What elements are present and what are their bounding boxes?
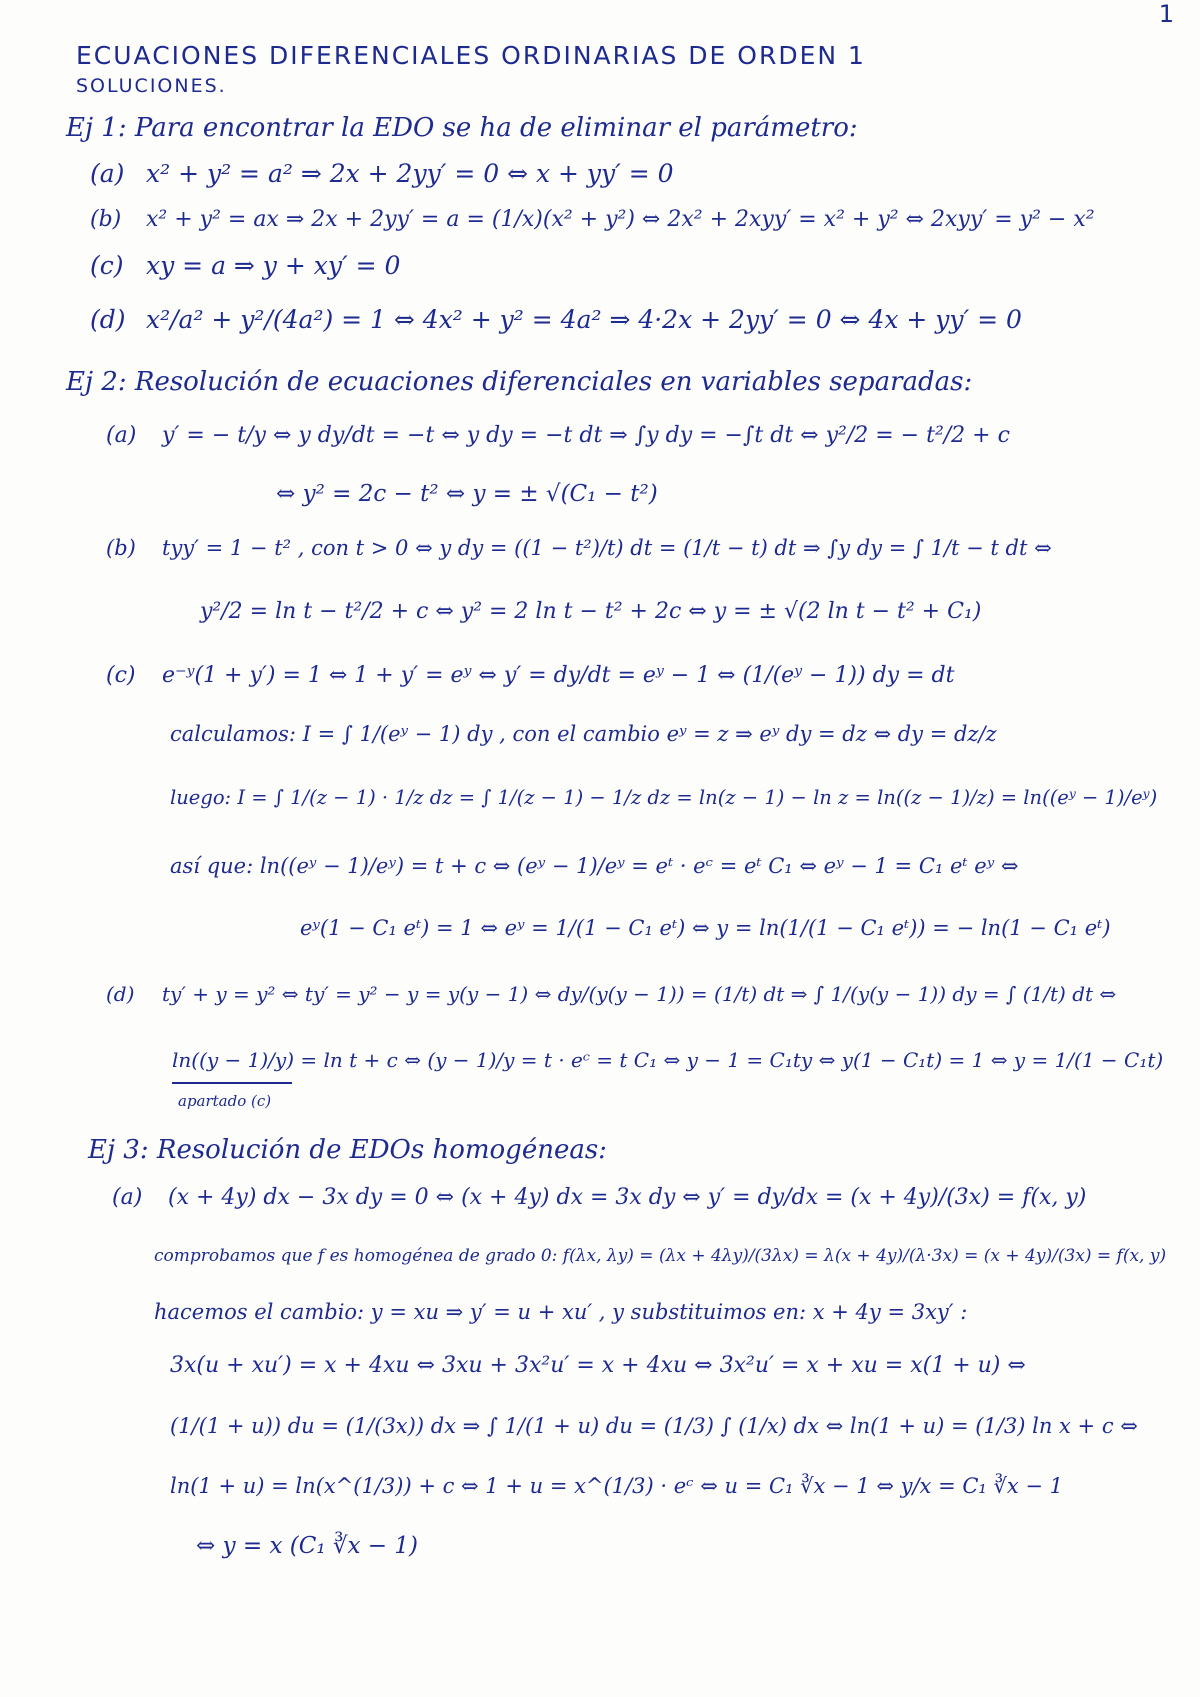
ej2-d-note: apartado (c) (178, 1092, 272, 1110)
ej3-a-equation-7: ⇔ y = x (C₁ ∛x − 1) (196, 1533, 418, 1559)
ej2-b-line1 (106, 532, 1052, 564)
ej1-a (90, 158, 674, 190)
ej2-a-equation-2: ⇔ y² = 2c − t² ⇔ y = ± √(C₁ − t²) (276, 481, 658, 507)
ej3-a-equation-6: ln(1 + u) = ln(x^(1/3)) + c ⇔ 1 + u = x^(1/3) · eᶜ ⇔ u = C₁ ∛x − 1 ⇔ y/x = C₁ ∛x − 1 (170, 1474, 1064, 1498)
ej2-a-line1 (106, 420, 1010, 452)
ej3-a-equation-4: 3x(u + xu′) = x + 4xu ⇔ 3xu + 3x²u′ = x + 4xu ⇔ 3x²u′ = x + xu = x(1 + u) ⇔ (170, 1353, 1026, 1378)
ej2-a-label: (a) (106, 423, 137, 448)
ej2-d-label: (d) (106, 982, 135, 1006)
ej3-a-equation-3: hacemos el cambio: y = xu ⇒ y′ = u + xu′ , y substituimos en: x + 4y = 3xy′ : (154, 1300, 968, 1324)
ej2-d-equation-2: ln((y − 1)/y) = ln t + c ⇔ (y − 1)/y = t · eᶜ = t C₁ ⇔ y − 1 = C₁ty ⇔ y(1 − C₁t) = 1 ⇔ y = 1/(1 − C₁t) (172, 1048, 1164, 1072)
ej2-heading: Ej 2: Resolución de ecuaciones diferenciales en variables separadas: (66, 367, 973, 397)
ej1-a-label: (a) (90, 159, 125, 188)
ej1-b-equation: x² + y² = ax ⇒ 2x + 2yy′ = a = (1/x)(x² + y²) ⇔ 2x² + 2xyy′ = x² + y² ⇔ 2xyy′ = y² − x² (146, 207, 1095, 232)
ej1-c-label: (c) (90, 251, 124, 280)
ej2-c-equation-5: eʸ(1 − C₁ eᵗ) = 1 ⇔ eʸ = 1/(1 − C₁ eᵗ) ⇔ y = ln(1/(1 − C₁ eᵗ)) = − ln(1 − C₁ eᵗ) (300, 916, 1111, 940)
ej1-a-equation: x² + y² = a² ⇒ 2x + 2yy′ = 0 ⇔ x + yy′ = 0 (146, 159, 674, 188)
ej1-d (90, 304, 1022, 336)
ej3-a-line1 (112, 1182, 1086, 1214)
ej1-d-label: (d) (90, 305, 126, 334)
ej1-heading: Ej 1: Para encontrar la EDO se ha de eliminar el parámetro: (66, 113, 858, 143)
ej1-b (90, 204, 1095, 236)
ej2-c-equation-2: calculamos: I = ∫ 1/(eʸ − 1) dy , con el cambio eʸ = z ⇒ eʸ dy = dz ⇔ dy = dz/z (170, 722, 997, 746)
ej2-c-label: (c) (106, 663, 136, 688)
ej1-b-label: (b) (90, 207, 122, 232)
ej2-c-line1 (106, 660, 954, 692)
ej2-c-equation-3: luego: I = ∫ 1/(z − 1) · 1/z dz = ∫ 1/(z − 1) − 1/z dz = ln(z − 1) − ln z = ln((z − 1)/z) = ln((eʸ − 1)/eʸ) (170, 786, 1158, 809)
document-title: ECUACIONES DIFERENCIALES ORDINARIAS DE ORDEN 1 (76, 41, 866, 70)
ej1-d-equation: x²/a² + y²/(4a²) = 1 ⇔ 4x² + y² = 4a² ⇒ 4·2x + 2yy′ = 0 ⇔ 4x + yy′ = 0 (146, 305, 1022, 334)
ej2-b-label: (b) (106, 536, 136, 560)
ej1-c (90, 250, 400, 282)
ej1-c-equation: xy = a ⇒ y + xy′ = 0 (146, 251, 401, 280)
ej3-a-equation-1: (x + 4y) dx − 3x dy = 0 ⇔ (x + 4y) dx = 3x dy ⇔ y′ = dy/dx = (x + 4y)/(3x) = f(x, y) (168, 1185, 1087, 1210)
ej3-a-equation-5: (1/(1 + u)) du = (1/(3x)) dx ⇒ ∫ 1/(1 + u) du = (1/3) ∫ (1/x) dx ⇔ ln(1 + u) = (1/3) ln x + c ⇔ (170, 1414, 1138, 1438)
ej2-b-equation-1: tyy′ = 1 − t² , con t > 0 ⇔ y dy = ((1 − t²)/t) dt = (1/t − t) dt ⇒ ∫y dy = ∫ 1/t − t dt ⇔ (162, 536, 1052, 560)
ej2-d-line1 (106, 978, 1116, 1010)
page-number: 1 (1158, 0, 1174, 28)
ej2-d-equation-1: ty′ + y = y² ⇔ ty′ = y² − y = y(y − 1) ⇔ dy/(y(y − 1)) = (1/t) dt ⇒ ∫ 1/(y(y − 1)) dy = ∫ (1/t) dt ⇔ (162, 982, 1117, 1006)
ej2-c-equation-1: e⁻ʸ(1 + y′) = 1 ⇔ 1 + y′ = eʸ ⇔ y′ = dy/dt = eʸ − 1 ⇔ (1/(eʸ − 1)) dy = dt (162, 663, 955, 688)
ej3-heading: Ej 3: Resolución de EDOs homogéneas: (88, 1135, 607, 1165)
ej2-c-equation-4: así que: ln((eʸ − 1)/eʸ) = t + c ⇔ (eʸ − 1)/eʸ = eᵗ · eᶜ = eᵗ C₁ ⇔ eʸ − 1 = C₁ eᵗ eʸ ⇔ (170, 854, 1019, 878)
ej2-d-underline (172, 1082, 292, 1084)
ej2-b-equation-2: y²/2 = ln t − t²/2 + c ⇔ y² = 2 ln t − t² + 2c ⇔ y = ± √(2 ln t − t² + C₁) (200, 599, 982, 624)
ej3-a-equation-2: comprobamos que f es homogénea de grado 0: f(λx, λy) = (λx + 4λy)/(3λx) = λ(x + 4y)/(λ·3x) = (x + 4y)/(3x) = f(x, y) (154, 1246, 1167, 1266)
document-subtitle: SOLUCIONES. (76, 75, 227, 97)
ej3-a-label: (a) (112, 1185, 143, 1210)
ej2-a-equation-1: y′ = − t/y ⇔ y dy/dt = −t ⇔ y dy = −t dt ⇒ ∫y dy = −∫t dt ⇔ y²/2 = − t²/2 + c (162, 423, 1010, 448)
